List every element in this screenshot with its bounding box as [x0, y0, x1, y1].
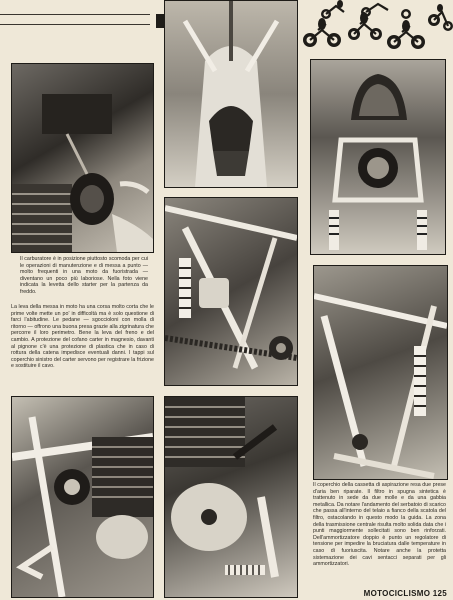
caption-airbox-text: Il coperchio della cassetta di aspirazione resa due prese d'aria ben riparate. Il filtro in spugna sintetica è trattenuto in sede da due molle e da una gabbia metallica. Da notare l'andamento del serbatoio di scarico che passa all'interno del telaio a fianco della scatola del filtro, ostacolando in questo modo la guida. La zona della trasmissione centrale risulta molto solida data che i punti maggiormente sollecitati sono ben rinforzati. Dell'ammortizzatore doppio è punto un regolatore di tensione per impedire la bruciatura dalle temperature in caso di fuoriuscita. Notare anche la protetta sistemazione dei cavi sentacci separati per gli ammortizzatori. — [313, 482, 446, 568]
photo-frame-left — [164, 197, 298, 386]
photo-airbox — [310, 59, 446, 255]
page-folio: MOTOCICLISMO 125 — [363, 589, 447, 598]
caption-carburetor — [20, 256, 148, 302]
caption-levers-text: La leva della messa in moto ha una corsa molto corta che le prime volte mette un po' in difficoltà ma è solo questione di farci l'abitudine. Le pedane — sgoccioloni con molla di ritorno — offrono una buona presa grazie alla zigrinatura che percorre il loro perimetro. Bene la leva del freno e del cambio. A protezione del cofano carter in magnesio, davanti al pignone c'è una protezione di plastica che in caso di rottura della catena impedisce eventuali danni. I tappi sul coperchio sinistro del carter servono per registrare la frizione e sostituire il cavo. — [11, 304, 154, 370]
caption-carburetor-text: Il carburatore è in posizione piuttosto scomoda per cui le operazioni di manutenzione e di messa a punto — molto frequenti in una moto da fuoristrada — diventano un poco più laboriose. Nella foto viene indicata la levetta dello starter per la partenza da freddo. — [20, 256, 148, 295]
photo-frame-right — [313, 265, 448, 480]
photo-seat-rear — [164, 0, 298, 188]
motorcycle-banner — [296, 0, 453, 54]
header-ornament — [156, 14, 164, 28]
caption-airbox — [313, 482, 446, 588]
photo-kickstart — [164, 396, 298, 598]
top-rule — [0, 14, 150, 25]
caption-levers — [11, 304, 154, 394]
photo-carburetor — [11, 63, 154, 253]
photo-engine-sprocket — [11, 396, 154, 598]
